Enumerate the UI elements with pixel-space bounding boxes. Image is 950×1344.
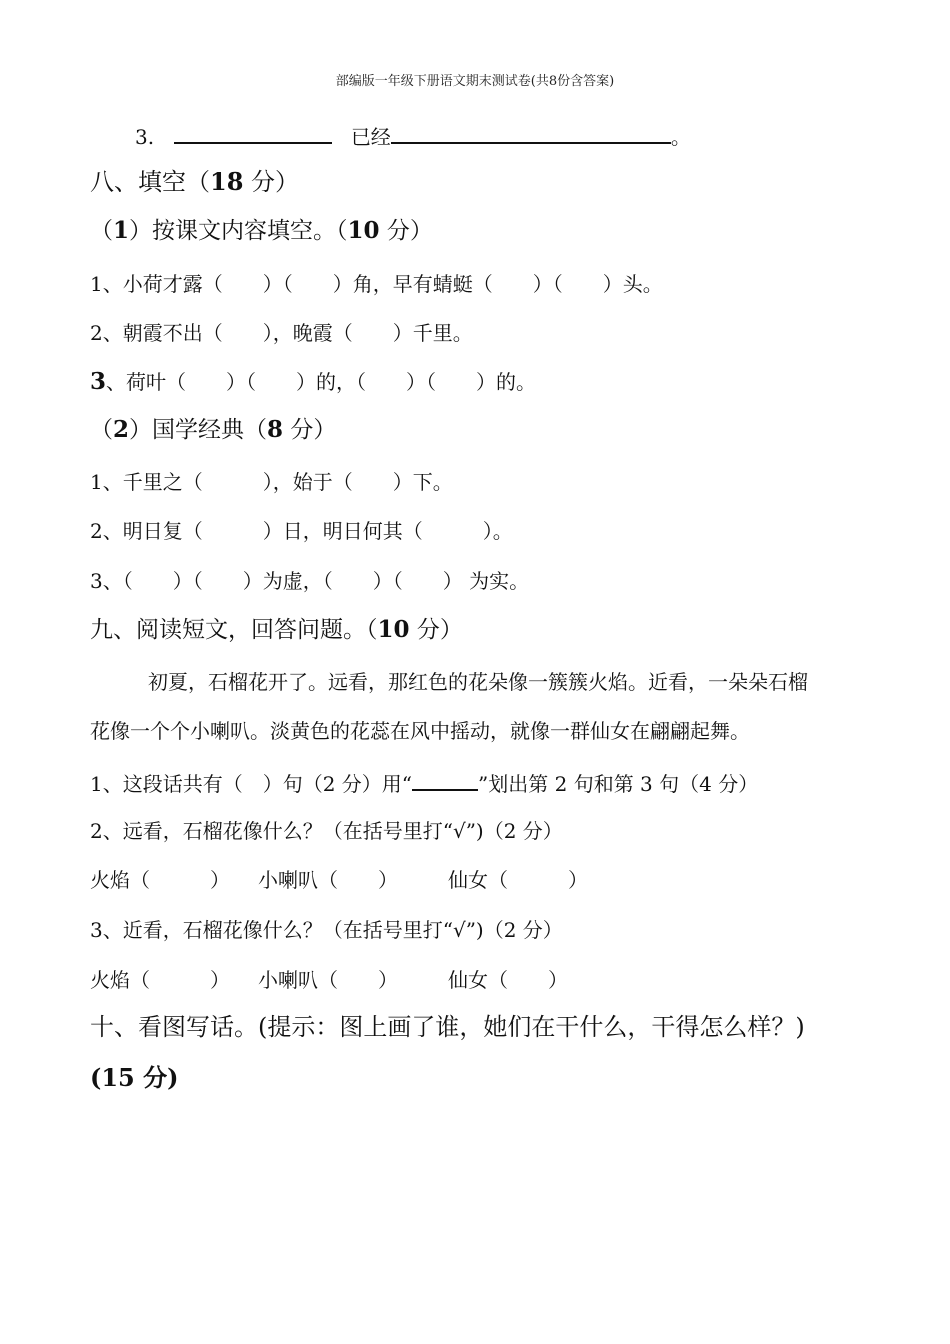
section-10-score: (15 分) bbox=[90, 1063, 179, 1092]
fill-item: 2、朝霞不出（ ），晚霞（ ）千里。 bbox=[90, 321, 473, 345]
fill-item: 3、荷叶（ ）（ ）的，（ ）（ ）的。 bbox=[90, 368, 537, 395]
line-number: 3. bbox=[135, 125, 155, 149]
blank-2[interactable] bbox=[391, 120, 671, 144]
page-header: 部编版一年级下册语文期末测试卷(共8份含答案) bbox=[335, 74, 615, 89]
options-row-1 bbox=[90, 866, 588, 894]
question-3: 3、近看，石榴花像什么？（在括号里打“√”)（2 分） bbox=[90, 918, 563, 942]
option-flame[interactable]: 火焰（ ） bbox=[90, 968, 230, 992]
fill-item: 3、（ ）（ ）为虚，（ ）（ ） 为实。 bbox=[90, 569, 530, 593]
passage-line-2: 花像一个个小喇叭。淡黄色的花蕊在风中摇动，就像一群仙女在翩翩起舞。 bbox=[90, 719, 750, 743]
fill-item: 1、小荷才露（ ）（ ）角，早有蜻蜓（ ）（ ）头。 bbox=[90, 272, 663, 296]
subsection-1-title: （1）按课文内容填空。（10 分） bbox=[90, 217, 433, 244]
section-10-title: 十、看图写话。(提示：图上画了谁，她们在干什么，干得怎么样？) bbox=[90, 1013, 805, 1041]
question-1: 1、这段话共有（ ）句（2 分）用“ ”划出第 2 句和第 3 句（4 分） bbox=[90, 767, 758, 798]
passage-line-1: 初夏，石榴花开了。远看，那红色的花朵像一簇簇火焰。近看，一朵朵石榴 bbox=[148, 670, 808, 694]
question-2: 2、远看，石榴花像什么？（在括号里打“√”)（2 分） bbox=[90, 819, 563, 843]
option-trumpet[interactable]: 小喇叭（ ） bbox=[258, 968, 398, 992]
option-trumpet[interactable]: 小喇叭（ ） bbox=[258, 868, 398, 892]
fill-item: 2、明日复（ ）日，明日何其（ ）。 bbox=[90, 519, 513, 543]
option-fairy[interactable]: 仙女（ ） bbox=[448, 868, 588, 892]
section-9-title: 九、阅读短文，回答问题。（10 分） bbox=[90, 616, 463, 643]
options-row-2 bbox=[90, 966, 568, 994]
blank-1[interactable] bbox=[174, 120, 332, 144]
fill-line-3 bbox=[135, 120, 691, 151]
option-flame[interactable]: 火焰（ ） bbox=[90, 868, 230, 892]
line-mid-text: 已经 bbox=[350, 125, 391, 149]
subsection-2-title: （2）国学经典（8 分） bbox=[90, 416, 337, 443]
fill-item: 1、千里之（ ），始于（ ）下。 bbox=[90, 470, 453, 494]
section-8-title: 八、填空（18 分） bbox=[90, 167, 300, 196]
underline-sample bbox=[412, 767, 478, 791]
line-end-text: 。 bbox=[670, 125, 691, 149]
option-fairy[interactable]: 仙女（ ） bbox=[448, 968, 568, 992]
